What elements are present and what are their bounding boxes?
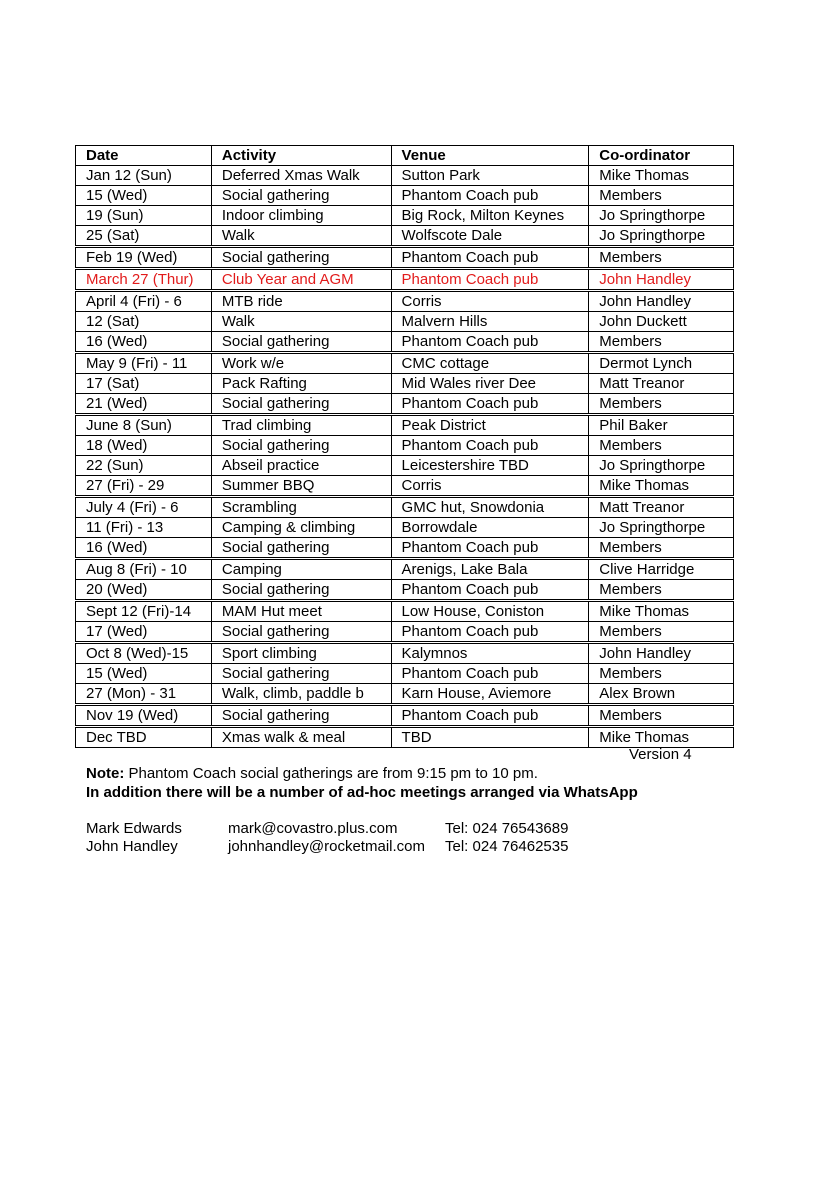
cell-date: 16 (Wed) [76,538,212,559]
cell-venue: Peak District [391,415,589,436]
cell-date: Jan 12 (Sun) [76,166,212,186]
cell-activity: Indoor climbing [211,206,391,226]
cell-venue: GMC hut, Snowdonia [391,497,589,518]
table-row [76,456,734,476]
cell-coordinator: Members [589,186,734,206]
cell-activity: Walk [211,312,391,332]
cell-venue: Phantom Coach pub [391,332,589,353]
cell-coordinator: John Duckett [589,312,734,332]
cell-venue: Low House, Coniston [391,601,589,622]
cell-activity: Abseil practice [211,456,391,476]
cell-venue: TBD [391,727,589,748]
cell-date: 19 (Sun) [76,206,212,226]
table-row [76,269,734,291]
cell-venue: Phantom Coach pub [391,705,589,727]
cell-venue: Arenigs, Lake Bala [391,559,589,580]
cell-date: Oct 8 (Wed)-15 [76,643,212,664]
table-row [76,374,734,394]
cell-venue: Phantom Coach pub [391,394,589,415]
cell-date: June 8 (Sun) [76,415,212,436]
table-row [76,394,734,415]
cell-venue: Phantom Coach pub [391,580,589,601]
note-bold-line: In addition there will be a number of ad-hoc meetings arranged via WhatsApp [86,784,638,801]
cell-activity: Social gathering [211,394,391,415]
cell-venue: Wolfscote Dale [391,226,589,247]
table-row [76,166,734,186]
cell-date: 27 (Fri) - 29 [76,476,212,497]
cell-coordinator: Members [589,664,734,684]
cell-date: 20 (Wed) [76,580,212,601]
cell-venue: Phantom Coach pub [391,664,589,684]
contact-row [86,838,686,856]
cell-activity: Trad climbing [211,415,391,436]
table-row [76,291,734,312]
table-row [76,727,734,748]
note-block [86,764,638,802]
cell-coordinator: Mike Thomas [589,166,734,186]
cell-date: 18 (Wed) [76,436,212,456]
table-row [76,186,734,206]
cell-venue: Corris [391,291,589,312]
cell-coordinator: Matt Treanor [589,374,734,394]
table-row [76,353,734,374]
cell-coordinator: John Handley [589,643,734,664]
cell-coordinator: Members [589,394,734,415]
header-venue: Venue [391,146,589,166]
cell-activity: Social gathering [211,538,391,559]
cell-coordinator: Mike Thomas [589,601,734,622]
cell-date: 21 (Wed) [76,394,212,415]
cell-date: 16 (Wed) [76,332,212,353]
table-row [76,622,734,643]
cell-activity: Work w/e [211,353,391,374]
cell-date: 25 (Sat) [76,226,212,247]
header-activity: Activity [211,146,391,166]
cell-activity: Scrambling [211,497,391,518]
cell-venue: Borrowdale [391,518,589,538]
cell-coordinator: Members [589,332,734,353]
cell-date: Aug 8 (Fri) - 10 [76,559,212,580]
cell-coordinator: Mike Thomas [589,727,734,748]
cell-coordinator: Jo Springthorpe [589,206,734,226]
cell-date: 17 (Wed) [76,622,212,643]
cell-activity: Social gathering [211,247,391,269]
table-row [76,497,734,518]
header-date: Date [76,146,212,166]
cell-date: Sept 12 (Fri)-14 [76,601,212,622]
cell-venue: Malvern Hills [391,312,589,332]
cell-activity: Social gathering [211,622,391,643]
table-row [76,580,734,601]
cell-activity: Pack Rafting [211,374,391,394]
cell-activity: Xmas walk & meal [211,727,391,748]
cell-activity: Social gathering [211,705,391,727]
table-row [76,664,734,684]
cell-venue: Leicestershire TBD [391,456,589,476]
cell-activity: Social gathering [211,332,391,353]
cell-activity: Social gathering [211,436,391,456]
table-row [76,206,734,226]
cell-activity: Walk [211,226,391,247]
cell-venue: Karn House, Aviemore [391,684,589,705]
cell-date: 15 (Wed) [76,186,212,206]
cell-venue: Phantom Coach pub [391,247,589,269]
cell-date: 12 (Sat) [76,312,212,332]
cell-coordinator: Jo Springthorpe [589,456,734,476]
cell-activity: Summer BBQ [211,476,391,497]
cell-venue: Phantom Coach pub [391,436,589,456]
cell-date: Dec TBD [76,727,212,748]
header-row [76,146,734,166]
cell-coordinator: John Handley [589,291,734,312]
cell-venue: Phantom Coach pub [391,186,589,206]
cell-activity: Deferred Xmas Walk [211,166,391,186]
cell-coordinator: Jo Springthorpe [589,518,734,538]
cell-coordinator: Clive Harridge [589,559,734,580]
cell-venue: Mid Wales river Dee [391,374,589,394]
cell-venue: Phantom Coach pub [391,622,589,643]
cell-coordinator: Matt Treanor [589,497,734,518]
table-row [76,312,734,332]
cell-coordinator: Members [589,580,734,601]
cell-activity: MTB ride [211,291,391,312]
contact-name: Mark Edwards [86,820,182,837]
cell-date: 15 (Wed) [76,664,212,684]
cell-date: Nov 19 (Wed) [76,705,212,727]
contact-name: John Handley [86,838,178,855]
cell-coordinator: Phil Baker [589,415,734,436]
cell-activity: MAM Hut meet [211,601,391,622]
cell-date: 17 (Sat) [76,374,212,394]
cell-date: 11 (Fri) - 13 [76,518,212,538]
cell-coordinator: Jo Springthorpe [589,226,734,247]
cell-venue: Phantom Coach pub [391,538,589,559]
version-label: Version 4 [629,746,692,763]
cell-venue: Phantom Coach pub [391,269,589,291]
cell-venue: CMC cottage [391,353,589,374]
table-row [76,415,734,436]
cell-date: April 4 (Fri) - 6 [76,291,212,312]
contact-email: johnhandley@rocketmail.com [228,838,425,855]
table-header [76,146,734,166]
cell-venue: Kalymnos [391,643,589,664]
schedule-table [75,145,734,748]
cell-date: Feb 19 (Wed) [76,247,212,269]
contacts-block [86,820,686,856]
contact-email: mark@covastro.plus.com [228,820,398,837]
contact-row [86,820,686,838]
cell-coordinator: Members [589,622,734,643]
cell-coordinator: Members [589,538,734,559]
table-body [76,166,734,748]
cell-coordinator: Alex Brown [589,684,734,705]
table-row [76,538,734,559]
table-row [76,476,734,497]
cell-date: March 27 (Thur) [76,269,212,291]
cell-coordinator: Members [589,705,734,727]
cell-date: July 4 (Fri) - 6 [76,497,212,518]
table-row [76,518,734,538]
note-text: Phantom Coach social gatherings are from 9:15 pm to 10 pm. [124,765,538,782]
table-row [76,226,734,247]
cell-venue: Sutton Park [391,166,589,186]
table-row [76,436,734,456]
cell-activity: Sport climbing [211,643,391,664]
cell-activity: Social gathering [211,580,391,601]
cell-date: 27 (Mon) - 31 [76,684,212,705]
cell-activity: Social gathering [211,186,391,206]
cell-activity: Club Year and AGM [211,269,391,291]
table-row [76,684,734,705]
cell-coordinator: Dermot Lynch [589,353,734,374]
cell-coordinator: John Handley [589,269,734,291]
table-row [76,705,734,727]
cell-activity: Camping [211,559,391,580]
contact-tel: Tel: 024 76543689 [445,820,569,837]
cell-coordinator: Members [589,436,734,456]
cell-coordinator: Mike Thomas [589,476,734,497]
table-row [76,643,734,664]
note-label: Note: [86,765,125,782]
cell-venue: Corris [391,476,589,497]
note-line [86,764,638,783]
table-row [76,332,734,353]
cell-date: May 9 (Fri) - 11 [76,353,212,374]
contact-tel: Tel: 024 76462535 [445,838,569,855]
cell-date: 22 (Sun) [76,456,212,476]
header-coordinator: Co-ordinator [589,146,734,166]
table-row [76,559,734,580]
cell-coordinator: Members [589,247,734,269]
cell-activity: Camping & climbing [211,518,391,538]
cell-venue: Big Rock, Milton Keynes [391,206,589,226]
table-row [76,247,734,269]
table-row [76,601,734,622]
note-whatsapp-line [86,783,638,802]
cell-activity: Walk, climb, paddle b [211,684,391,705]
cell-activity: Social gathering [211,664,391,684]
